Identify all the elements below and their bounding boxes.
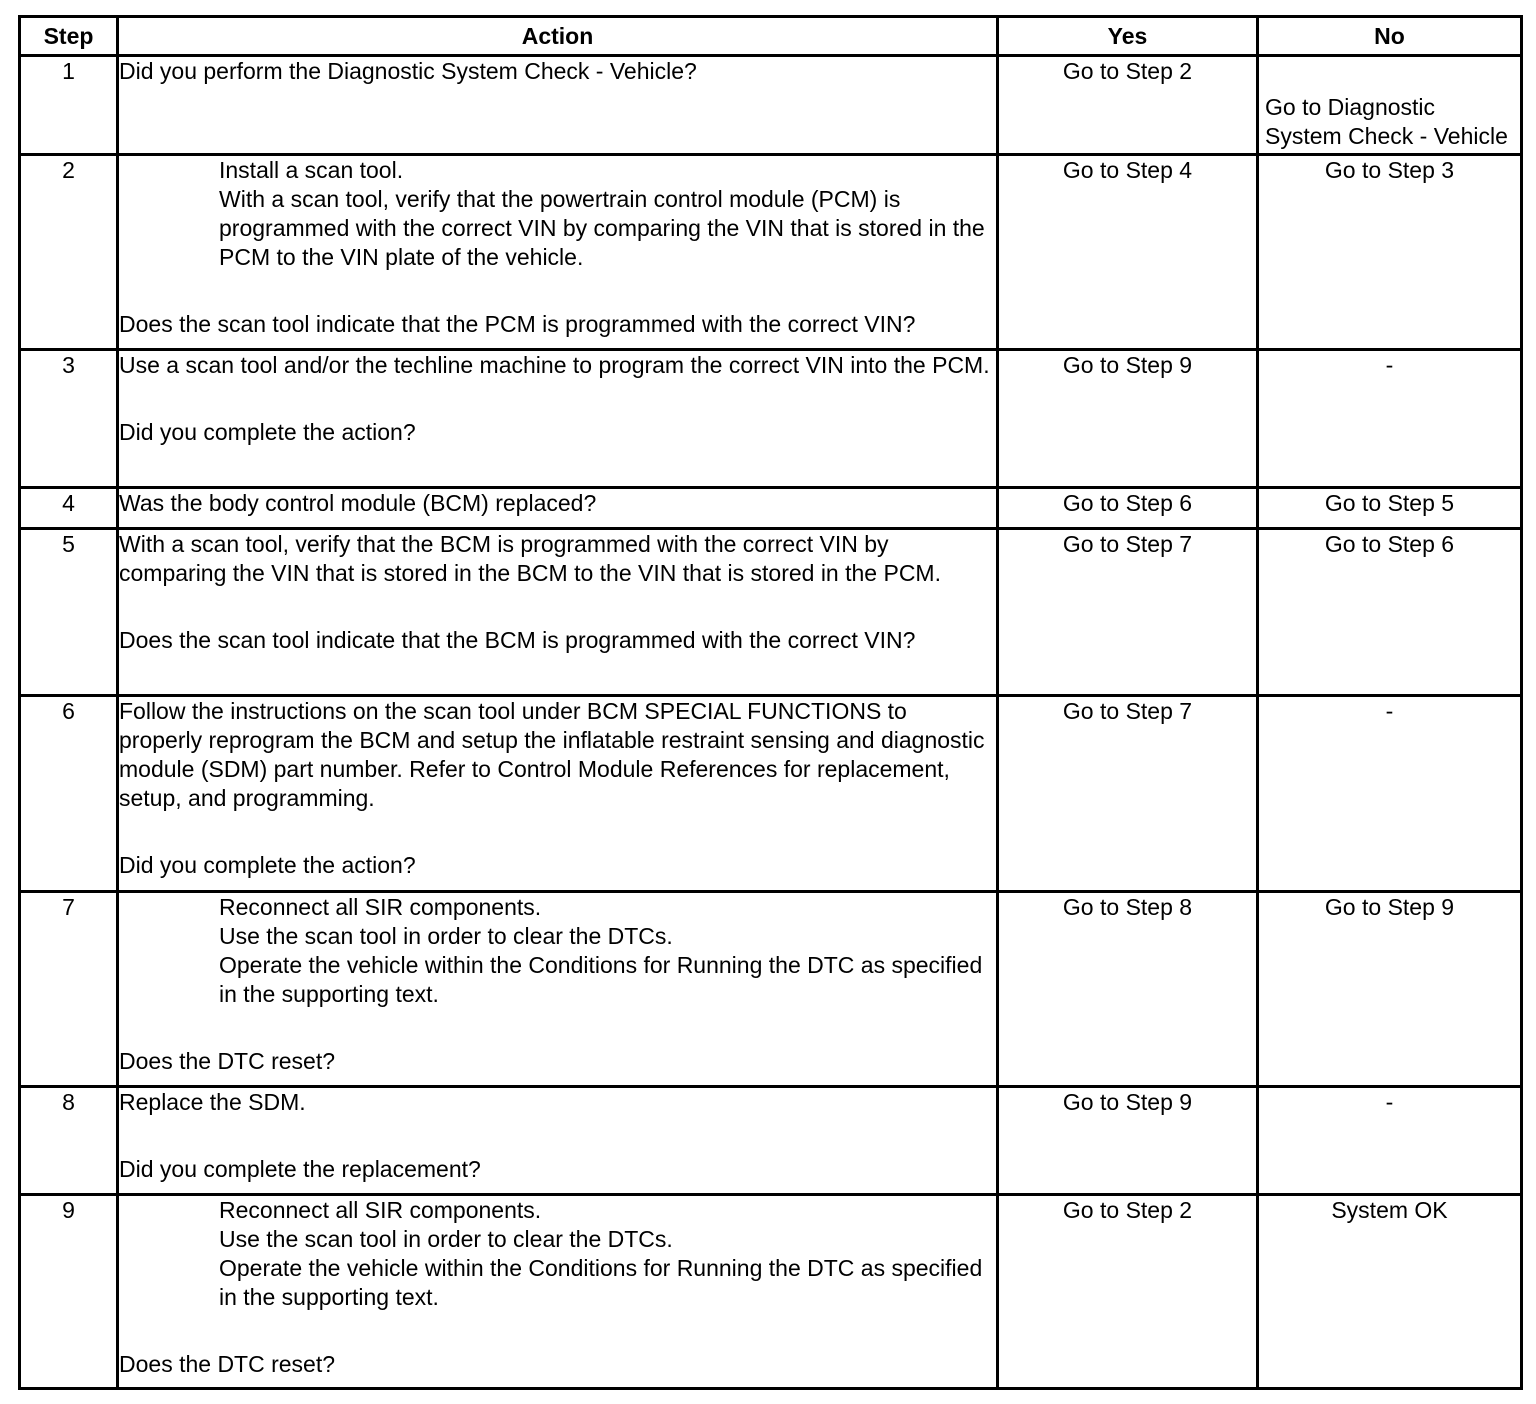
action-cell [118, 56, 998, 155]
diagnostic-table [18, 15, 1523, 1390]
action-question: Does the DTC reset? [119, 1351, 336, 1377]
yes-cell: Go to Step 9 [998, 1087, 1258, 1195]
table-row [20, 350, 1522, 488]
action-instruction: Use the scan tool in order to clear the DTCs. [219, 1226, 673, 1252]
action-instruction: Operate the vehicle within the Conditions for Running the DTC as specified in the supporting text. [219, 1255, 983, 1310]
action-instruction: Follow the instructions on the scan tool under BCM SPECIAL FUNCTIONS to properly reprogram the BCM and setup the inflatable restraint sensing and diagnostic module (SDM) part number. Refer to Control Module References for replacement, setup, and programming. [119, 698, 985, 811]
action-instruction: Replace the SDM. [119, 1089, 306, 1115]
header-step: Step [20, 17, 118, 56]
table-row [20, 1195, 1522, 1389]
step-number: 1 [20, 56, 118, 155]
action-question: Does the DTC reset? [119, 1048, 336, 1074]
table-row [20, 529, 1522, 696]
no-cell: Go to Step 6 [1258, 529, 1522, 696]
no-cell: - [1258, 350, 1522, 488]
action-question: Did you complete the replacement? [119, 1156, 481, 1182]
header-no: No [1258, 17, 1522, 56]
step-number: 6 [20, 696, 118, 892]
action-question: Did you complete the action? [119, 852, 416, 878]
table-row [20, 155, 1522, 350]
step-number: 3 [20, 350, 118, 488]
table-row [20, 488, 1522, 529]
table-row [20, 56, 1522, 155]
header-action: Action [118, 17, 998, 56]
no-cell: - [1258, 1087, 1522, 1195]
action-cell [118, 488, 998, 529]
step-number: 5 [20, 529, 118, 696]
action-cell [118, 696, 998, 892]
action-cell [118, 1195, 998, 1389]
header-yes: Yes [998, 17, 1258, 56]
header-row [20, 17, 1522, 56]
action-instruction: With a scan tool, verify that the powertrain control module (PCM) is programmed with the correct VIN by comparing the VIN that is stored in the PCM to the VIN plate of the vehicle. [219, 186, 985, 270]
step-number: 4 [20, 488, 118, 529]
action-instruction: Install a scan tool. [219, 157, 404, 183]
step-number: 2 [20, 155, 118, 350]
action-cell [118, 1087, 998, 1195]
action-cell [118, 892, 998, 1087]
action-question: Did you perform the Diagnostic System Check - Vehicle? [119, 58, 697, 84]
action-question: Did you complete the action? [119, 419, 416, 445]
no-cell: Go to Diagnostic System Check - Vehicle [1258, 56, 1522, 155]
yes-cell: Go to Step 7 [998, 696, 1258, 892]
step-number: 7 [20, 892, 118, 1087]
step-number: 8 [20, 1087, 118, 1195]
action-instruction: Reconnect all SIR components. [219, 894, 542, 920]
action-cell [118, 350, 998, 488]
action-instruction: Use the scan tool in order to clear the DTCs. [219, 923, 673, 949]
action-cell [118, 155, 998, 350]
action-instruction: Use a scan tool and/or the techline machine to program the correct VIN into the PCM. [119, 352, 990, 378]
action-question: Was the body control module (BCM) replaced? [119, 490, 597, 516]
table-row [20, 1087, 1522, 1195]
yes-cell: Go to Step 9 [998, 350, 1258, 488]
no-cell: - [1258, 696, 1522, 892]
table-row [20, 696, 1522, 892]
yes-cell: Go to Step 6 [998, 488, 1258, 529]
no-cell: Go to Step 9 [1258, 892, 1522, 1087]
no-cell: System OK [1258, 1195, 1522, 1389]
yes-cell: Go to Step 2 [998, 56, 1258, 155]
action-cell [118, 529, 998, 696]
action-question: Does the scan tool indicate that the BCM is programmed with the correct VIN? [119, 627, 916, 653]
yes-cell: Go to Step 2 [998, 1195, 1258, 1389]
no-cell: Go to Step 3 [1258, 155, 1522, 350]
action-question: Does the scan tool indicate that the PCM is programmed with the correct VIN? [119, 311, 916, 337]
no-cell: Go to Step 5 [1258, 488, 1522, 529]
step-number: 9 [20, 1195, 118, 1389]
yes-cell: Go to Step 7 [998, 529, 1258, 696]
yes-cell: Go to Step 8 [998, 892, 1258, 1087]
action-instruction: Operate the vehicle within the Conditions for Running the DTC as specified in the supporting text. [219, 952, 983, 1007]
action-instruction: Reconnect all SIR components. [219, 1197, 542, 1223]
yes-cell: Go to Step 4 [998, 155, 1258, 350]
action-instruction: With a scan tool, verify that the BCM is programmed with the correct VIN by comparing the VIN that is stored in the BCM to the VIN that is stored in the PCM. [119, 531, 941, 586]
table-row [20, 892, 1522, 1087]
